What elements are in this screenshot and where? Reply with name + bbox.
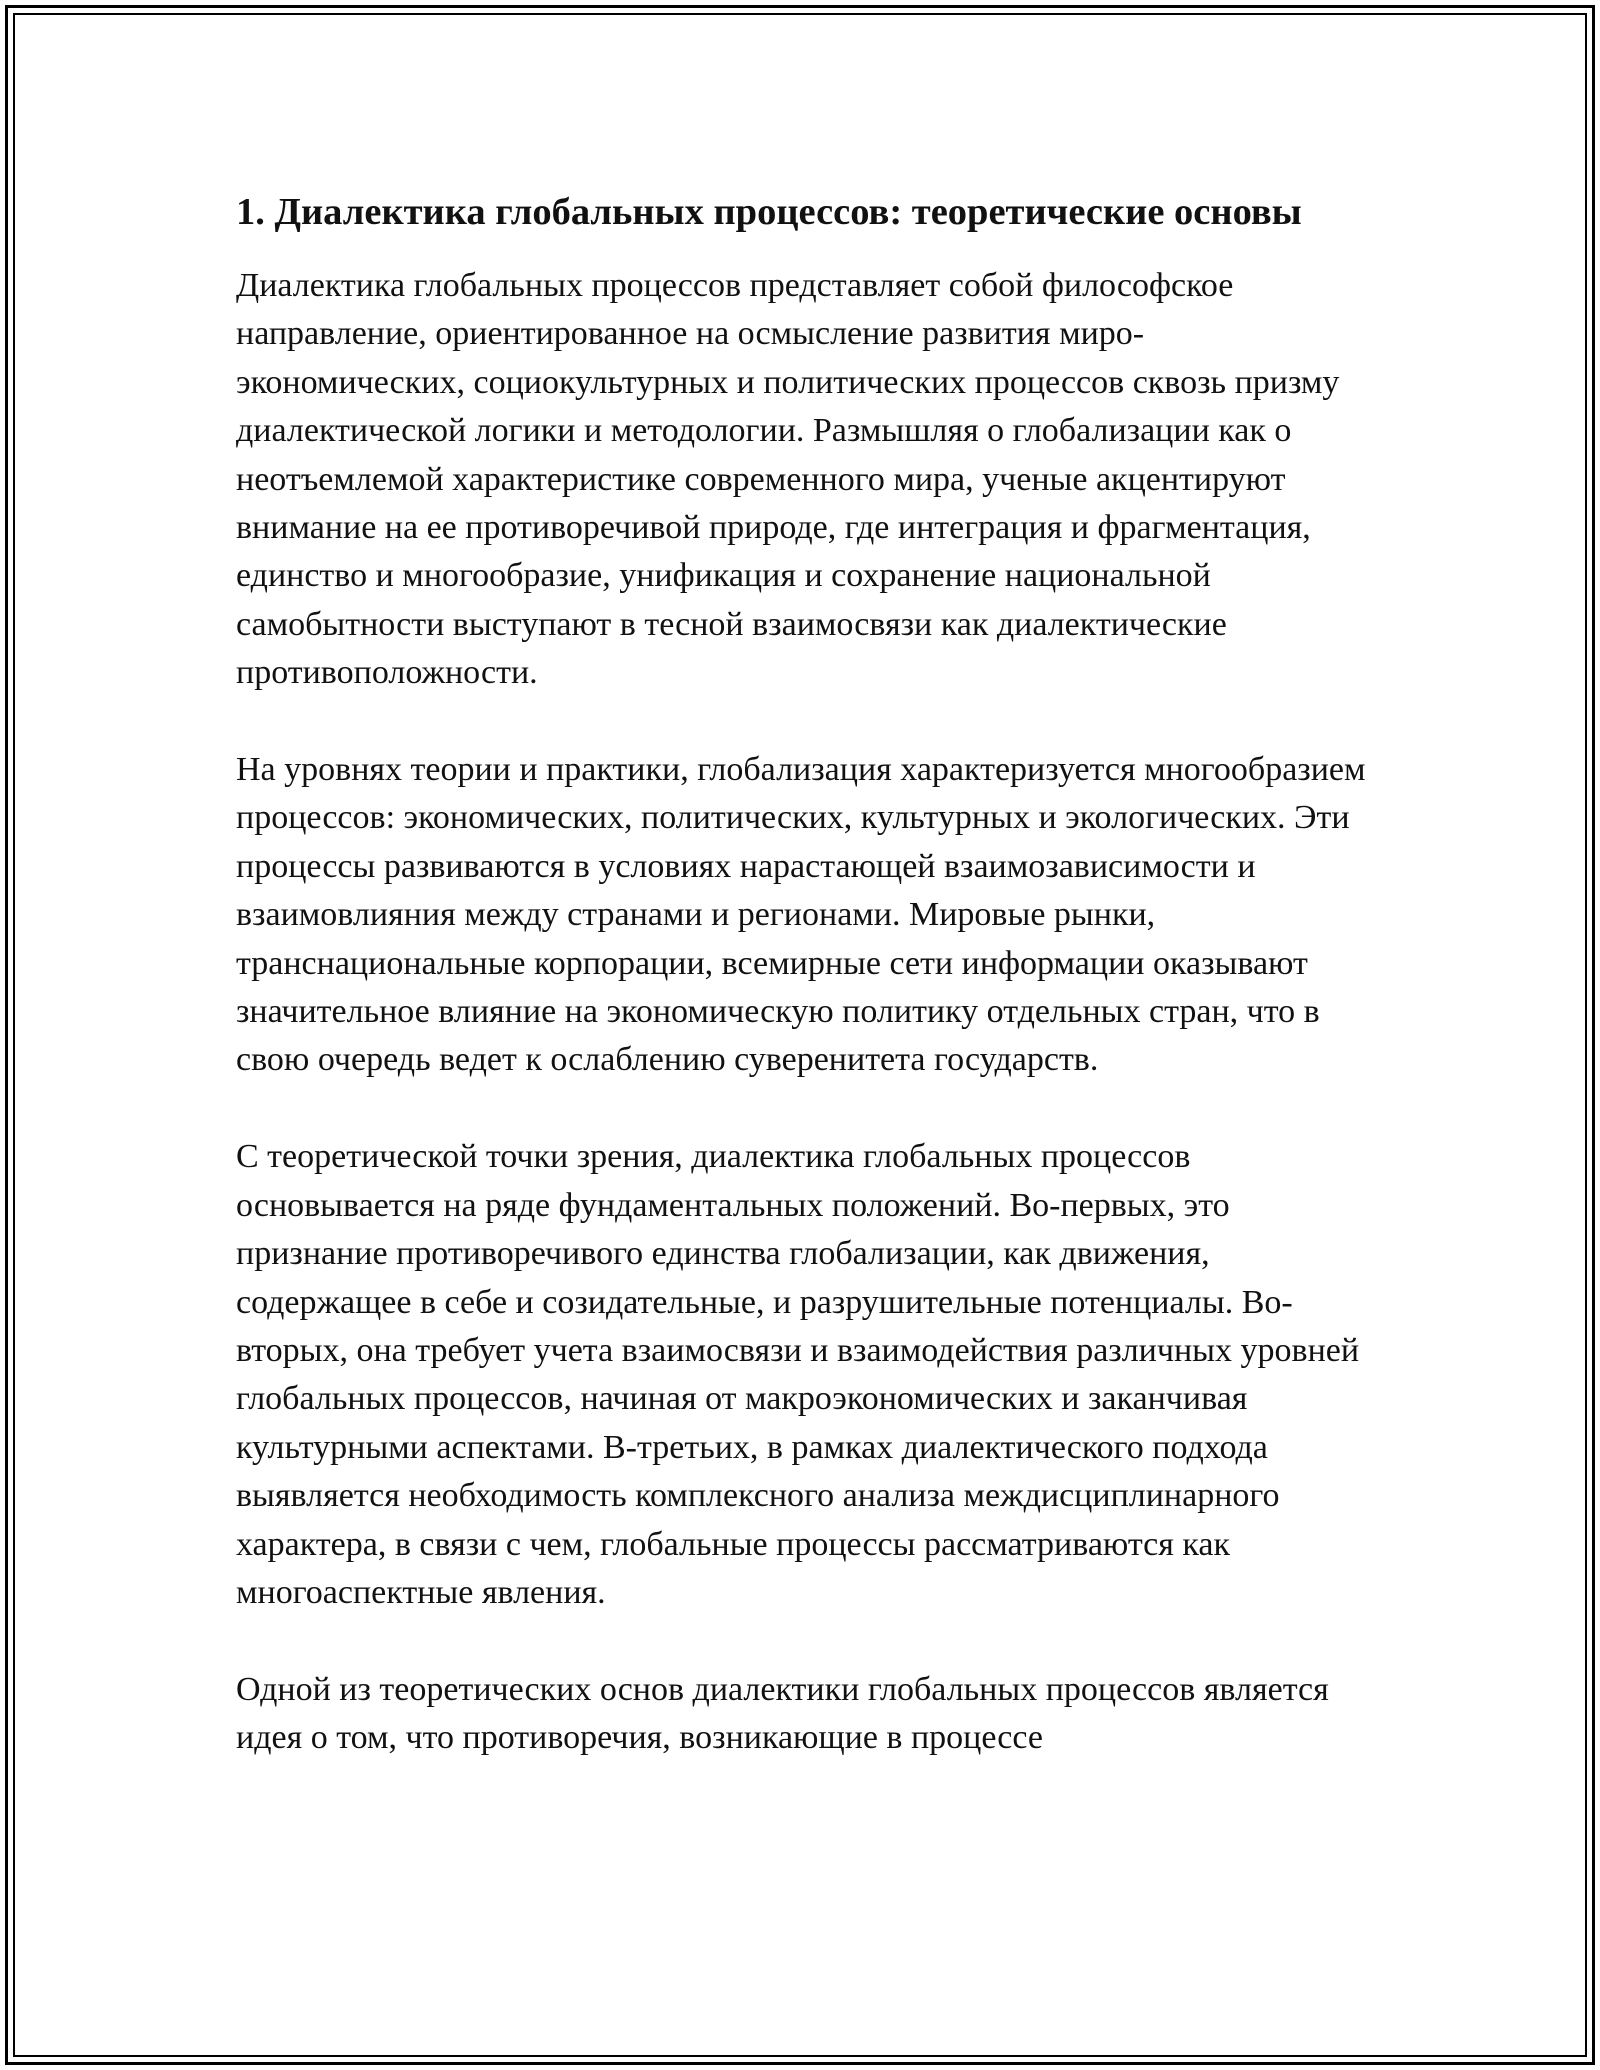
paragraph-1: Диалектика глобальных процессов представляет собой философское направление, ориентированное на осмысление развития миро-экономических, социокультурных и политических процессов сквозь призму диалектической логики и методологии. Размышляя о глобализации как о неотъемлемой характеристике современного мира, ученые акцентируют внимание на ее противоречивой природе, где интеграция и фрагментация, единство и многообразие, унификация и сохранение национальной самобытности выступают в тесной взаимосвязи как диалектические противоположности. xyxy=(236,267,1340,692)
section-heading: 1. Диалектика глобальных процессов: теоретические основы xyxy=(236,191,1302,233)
paragraph-4: Одной из теоретических основ диалектики глобальных процессов является идея о том, что противоречия, возникающие в процессе xyxy=(236,1670,1329,1757)
document-page xyxy=(236,185,1371,1763)
paragraph-3: С теоретической точки зрения, диалектика глобальных процессов основывается на ряде фундаментальных положений. Во-первых, это признание противоречивого единства глобализации, как движения, содержащее в себе и созидательные, и разрушительные потенциалы. Во-вторых, она требует учета взаимосвязи и взаимодействия различных уровней глобальных процессов, начиная от макроэкономических и заканчивая культурными аспектами. В-третьих, в рамках диалектического подхода выявляется необходимость комплексного анализа междисциплинарного характера, в связи с чем, глобальные процессы рассматриваются как многоаспектные явления. xyxy=(236,1138,1360,1611)
paragraph-2: На уровнях теории и практики, глобализация характеризуется многообразием процессов: экономических, политических, культурных и экологических. Эти процессы развиваются в условиях нарастающей взаимозависимости и взаимовлияния между странами и регионами. Мировые рынки, транснациональные корпорации, всемирные сети информации оказывают значительное влияние на экономическую политику отдельных стран, что в свою очередь ведет к ослаблению суверенитета государств. xyxy=(236,751,1366,1079)
